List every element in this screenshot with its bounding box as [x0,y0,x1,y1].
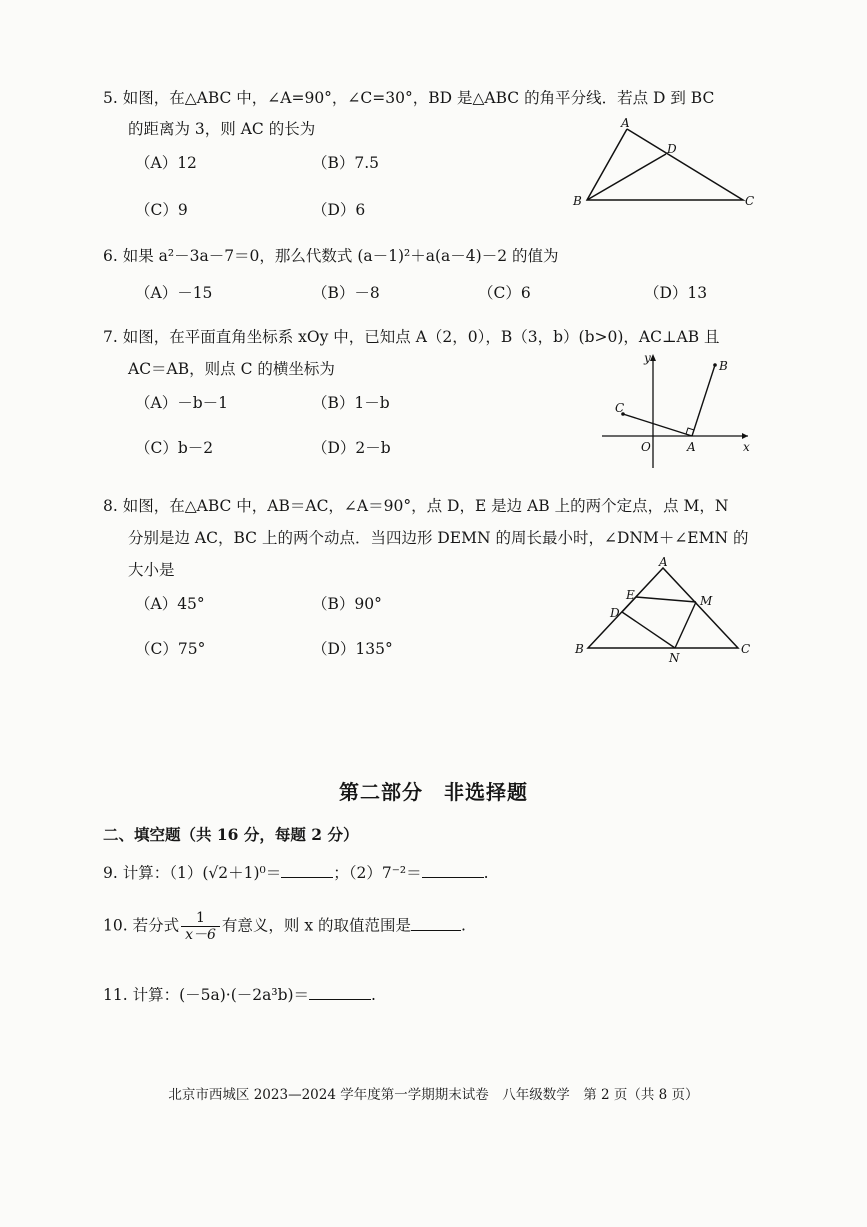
q11-end: . [371,986,376,1004]
q10-blank[interactable] [411,916,461,931]
q8-triangle-figure [570,556,760,666]
page-footer: 北京市西城区 2023—2024 学年度第一学期期末试卷 八年级数学 第 2 页（共 8 页） [168,1087,699,1103]
q5-line2: 的距离为 3，则 AC 的长为 [128,120,316,138]
q10-fraction [181,910,220,943]
q7-option-c: （C）b－2 [135,439,214,457]
q8-option-d: （D）135° [312,640,393,658]
q8-line1: 8. 如图，在△ABC 中，AB＝AC，∠A＝90°，点 D，E 是边 AB 上的两个定点，点 M，N [103,497,729,515]
q8-line3: 大小是 [128,561,175,579]
q7-line2: AC＝AB，则点 C 的横坐标为 [128,360,335,378]
q9-expr1: (√2＋1)⁰＝ [202,864,282,882]
q10-suffix: 有意义，则 x 的取值范围是 [221,916,411,935]
q6-line1: 6. 如果 a²－3a－7＝0，那么代数式 (a－1)²＋a(a－4)－2 的值为 [103,247,559,265]
q9-mid: ；（2） [333,864,382,882]
q8-option-a: （A）45° [135,595,205,613]
q11-prefix: 11. 计算： [103,986,180,1004]
q7-label-b: B [719,359,728,373]
q7-option-d: （D）2－b [312,439,391,457]
q9-blank-2[interactable] [422,863,484,878]
q7-option-a: （A）－b－1 [135,394,228,412]
q6-option-b: （B）－8 [312,284,380,302]
q7-option-b: （B）1－b [312,394,390,412]
q7-label-o: O [641,440,651,454]
q6-option-d: （D）13 [644,284,708,302]
q5-option-d: （D）6 [312,201,366,219]
q11-expr: (－5a)·(－2a³b)＝ [179,986,310,1004]
q11-blank[interactable] [309,985,371,1000]
q5-label-c: C [745,194,755,208]
q7-coordinate-figure [598,350,758,470]
q8-label-c: C [741,642,751,656]
q5-label-a: A [621,116,630,130]
q5-option-a: （A）12 [135,154,197,172]
q8-label-d: D [610,606,620,620]
q6-option-a: （A）－15 [135,284,213,302]
q9-line [103,861,489,883]
q8-label-a: A [659,556,668,569]
q5-label-d: D [667,142,677,156]
q7-line1: 7. 如图，在平面直角坐标系 xOy 中，已知点 A（2，0），B（3，b）(b>0)，AC⊥AB 且 [103,328,720,346]
q6-option-c: （C）6 [478,284,531,302]
q10-prefix: 10. 若分式 [103,916,180,935]
q10-line [103,910,466,943]
q10-end: . [461,916,466,935]
part2-heading: 二、填空题（共 16 分，每题 2 分） [103,825,359,844]
q9-prefix: 9. 计算：（1） [103,864,203,882]
q8-line2: 分别是边 AC，BC 上的两个动点．当四边形 DEMN 的周长最小时，∠DNM＋∠EMN 的 [128,529,749,547]
q7-label-y: y [644,351,651,365]
q8-label-b: B [575,642,584,656]
section-title: 第二部分 非选择题 [339,780,528,804]
q7-label-a: A [687,440,696,454]
q5-line1: 5. 如图，在△ABC 中，∠A=90°，∠C=30°，BD 是△ABC 的角平分线．若点 D 到 BC [103,89,715,107]
q8-label-m: M [700,594,713,608]
q8-label-e: E [626,588,635,602]
q9-blank-1[interactable] [281,863,333,878]
q10-frac-numerator: 1 [181,910,220,927]
q7-label-x: x [743,440,750,454]
q8-option-c: （C）75° [135,640,206,658]
q10-frac-denominator: x－6 [185,927,216,943]
q11-line [103,983,376,1005]
q9-expr2: 7⁻²＝ [381,864,422,882]
q8-option-b: （B）90° [312,595,382,613]
q5-option-b: （B）7.5 [312,154,380,172]
q9-end: . [483,864,489,882]
q8-label-n: N [669,651,680,665]
q5-label-b: B [573,194,582,208]
q7-label-c: C [615,401,625,415]
q5-option-c: （C）9 [135,201,188,219]
q5-triangle-figure [565,115,765,215]
